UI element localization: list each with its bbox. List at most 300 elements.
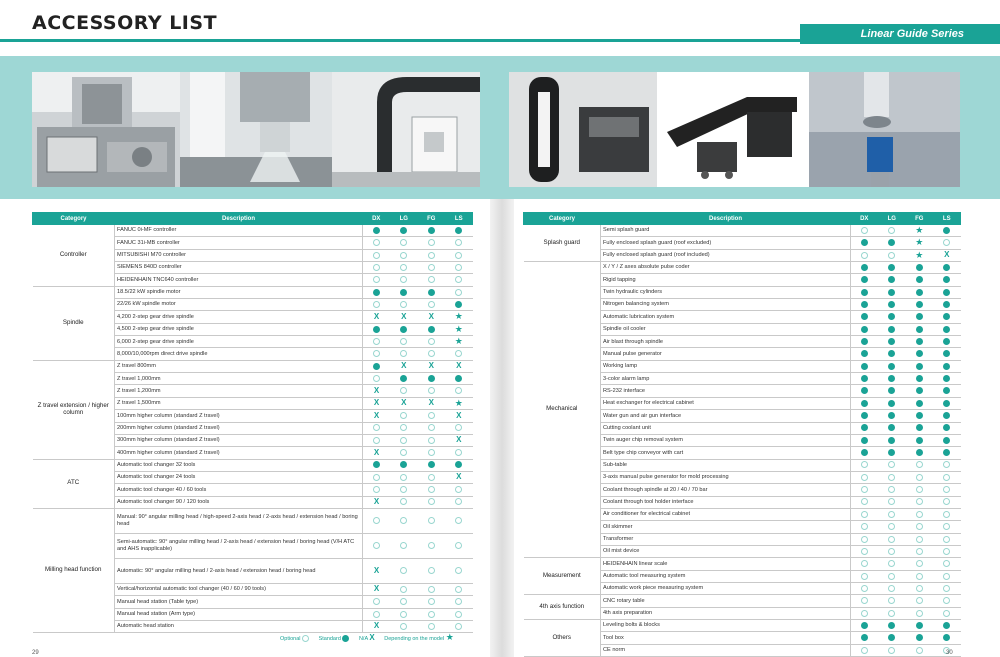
optional-circle-icon	[455, 586, 462, 593]
symbol-cell	[390, 410, 418, 422]
symbol-cell	[906, 336, 934, 348]
description-cell: Rigid tapping	[601, 274, 851, 286]
table-row	[524, 558, 961, 570]
depending-star-icon: ★	[454, 323, 463, 334]
standard-dot-icon	[943, 437, 950, 444]
symbol-cell	[363, 608, 391, 620]
optional-circle-icon	[373, 437, 380, 444]
category-cell: Milling head function	[33, 508, 115, 632]
symbol-cell	[933, 570, 961, 582]
symbol-cell	[933, 595, 961, 607]
standard-dot-icon	[943, 375, 950, 382]
symbol-cell	[390, 397, 418, 409]
optional-circle-icon	[861, 486, 868, 493]
optional-circle-icon	[400, 252, 407, 259]
symbol-cell	[906, 410, 934, 422]
standard-dot-icon	[943, 387, 950, 394]
symbol-cell	[933, 434, 961, 446]
description-cell: RS-232 interface	[601, 385, 851, 397]
optional-circle-icon	[373, 375, 380, 382]
symbol-cell	[906, 607, 934, 619]
table-row	[33, 286, 473, 298]
symbol-cell	[390, 299, 418, 311]
standard-dot-icon	[916, 387, 923, 394]
symbol-cell	[390, 262, 418, 274]
optional-circle-icon	[861, 647, 868, 654]
header-lg: LG	[878, 213, 906, 225]
table-row	[33, 508, 473, 533]
symbol-cell	[933, 508, 961, 520]
symbol-cell	[418, 533, 446, 558]
symbol-cell	[906, 582, 934, 594]
optional-circle-icon	[428, 474, 435, 481]
optional-circle-icon	[400, 567, 407, 574]
optional-circle-icon	[916, 486, 923, 493]
symbol-cell	[445, 596, 473, 608]
standard-dot-icon	[455, 227, 462, 234]
symbol-cell	[906, 385, 934, 397]
symbol-cell	[390, 459, 418, 471]
description-cell: Coolant through spindle at 20 / 40 / 70 bar	[601, 484, 851, 496]
standard-dot-icon	[943, 313, 950, 320]
description-cell: Twin auger chip removal system	[601, 434, 851, 446]
symbol-cell	[933, 397, 961, 409]
optional-circle-icon	[916, 585, 923, 592]
symbol-cell	[851, 459, 879, 471]
symbol-cell	[418, 496, 446, 508]
optional-circle-icon	[943, 548, 950, 555]
symbol-cell	[363, 459, 391, 471]
optional-circle-icon	[916, 523, 923, 530]
symbol-cell	[906, 434, 934, 446]
standard-dot-icon	[888, 363, 895, 370]
optional-circle-icon	[400, 623, 407, 630]
symbol-cell	[445, 471, 473, 483]
symbol-cell	[363, 286, 391, 298]
standard-dot-icon	[861, 412, 868, 419]
symbol-cell	[851, 336, 879, 348]
standard-dot-icon	[861, 363, 868, 370]
na-cross-icon: X	[401, 311, 407, 321]
optional-circle-icon	[400, 437, 407, 444]
optional-circle-icon	[373, 276, 380, 283]
symbol-cell	[445, 311, 473, 323]
symbol-cell	[418, 225, 446, 237]
standard-dot-icon	[888, 412, 895, 419]
optional-circle-icon	[916, 474, 923, 481]
symbol-cell	[851, 521, 879, 533]
symbol-cell	[418, 262, 446, 274]
symbol-cell	[363, 225, 391, 237]
symbol-cell	[363, 336, 391, 348]
symbol-cell	[445, 484, 473, 496]
optional-circle-icon	[428, 449, 435, 456]
symbol-cell	[851, 447, 879, 459]
optional-circle-icon	[888, 486, 895, 493]
standard-dot-icon	[861, 276, 868, 283]
legend-na-label: N/A	[358, 636, 368, 642]
description-cell: 18.5/22 kW spindle motor	[115, 286, 363, 298]
symbol-cell	[418, 299, 446, 311]
symbol-cell	[878, 237, 906, 249]
description-cell: Water gun and air gun interface	[601, 410, 851, 422]
na-cross-icon: X	[373, 584, 380, 594]
standard-dot-icon	[861, 289, 868, 296]
symbol-cell	[851, 533, 879, 545]
symbol-cell	[878, 582, 906, 594]
symbol-cell	[390, 596, 418, 608]
optional-circle-icon	[373, 486, 380, 493]
optional-circle-icon	[428, 387, 435, 394]
optional-circle-icon	[400, 542, 407, 549]
optional-circle-icon	[861, 560, 868, 567]
symbol-cell	[363, 620, 391, 632]
photo-cable-chain	[332, 72, 480, 187]
optional-circle-icon	[400, 474, 407, 481]
symbol-cell	[878, 311, 906, 323]
standard-dot-icon	[943, 276, 950, 283]
page-number-left: 29	[32, 650, 39, 656]
symbol-cell	[363, 508, 391, 533]
description-cell: 4,500 2-step gear drive spindle	[115, 323, 363, 335]
symbol-cell	[418, 373, 446, 385]
optional-circle-icon	[888, 573, 895, 580]
symbol-cell	[906, 299, 934, 311]
symbol-cell	[851, 508, 879, 520]
standard-dot-icon	[943, 424, 950, 431]
symbol-cell	[445, 286, 473, 298]
standard-dot-icon	[861, 338, 868, 345]
optional-circle-icon	[455, 264, 462, 271]
optional-circle-icon	[861, 498, 868, 505]
description-cell: Oil mist device	[601, 545, 851, 557]
optional-circle-icon	[916, 536, 923, 543]
standard-dot-icon	[861, 301, 868, 308]
category-cell: ATC	[33, 459, 115, 508]
symbol-cell	[851, 558, 879, 570]
optional-circle-icon	[373, 542, 380, 549]
symbol-cell	[851, 607, 879, 619]
standard-dot-icon	[455, 375, 462, 382]
na-cross-icon: X	[401, 361, 407, 371]
optional-circle-icon	[428, 424, 435, 431]
symbol-cell	[878, 249, 906, 261]
optional-circle-icon	[455, 350, 462, 357]
symbol-cell	[851, 422, 879, 434]
symbol-cell	[851, 249, 879, 261]
standard-dot-icon	[400, 326, 407, 333]
standard-dot-icon	[943, 350, 950, 357]
symbol-cell	[851, 262, 879, 274]
standard-dot-icon	[888, 239, 895, 246]
optional-circle-icon	[861, 536, 868, 543]
optional-circle-icon	[861, 585, 868, 592]
symbol-cell	[390, 434, 418, 446]
symbol-cell	[878, 385, 906, 397]
page-gutter	[490, 199, 514, 657]
optional-circle-icon	[861, 523, 868, 530]
symbol-cell	[445, 336, 473, 348]
standard-dot-icon	[943, 622, 950, 629]
symbol-cell	[878, 570, 906, 582]
standard-dot-icon	[888, 350, 895, 357]
na-cross-icon: X	[373, 621, 380, 631]
description-cell: Manual pulse generator	[601, 348, 851, 360]
standard-dot-icon	[861, 634, 868, 641]
optional-circle-icon	[861, 461, 868, 468]
symbol-cell	[418, 323, 446, 335]
description-cell: Belt type chip conveyor with cart	[601, 447, 851, 459]
symbol-cell	[445, 496, 473, 508]
symbol-cell	[851, 385, 879, 397]
standard-dot-icon	[428, 227, 435, 234]
symbol-cell	[445, 558, 473, 583]
header-category: Category	[524, 213, 601, 225]
na-cross-icon: X	[428, 398, 434, 408]
standard-dot-icon	[861, 437, 868, 444]
symbol-cell	[418, 422, 446, 434]
symbol-cell	[851, 595, 879, 607]
symbol-cell	[933, 262, 961, 274]
symbol-cell	[363, 311, 391, 323]
description-cell: Z travel 1,200mm	[115, 385, 363, 397]
optional-circle-icon	[373, 611, 380, 618]
optional-circle-icon	[916, 610, 923, 617]
symbol-cell	[363, 558, 391, 583]
optional-circle-icon	[943, 461, 950, 468]
table-row	[524, 262, 961, 274]
symbol-cell	[906, 459, 934, 471]
optional-circle-icon	[428, 412, 435, 419]
symbol-cell	[906, 570, 934, 582]
symbol-cell	[906, 348, 934, 360]
symbol-cell	[878, 397, 906, 409]
page-title: ACCESSORY LIST	[32, 12, 218, 34]
symbol-cell	[851, 471, 879, 483]
symbol-cell	[851, 299, 879, 311]
optional-circle-icon	[400, 586, 407, 593]
symbol-cell	[363, 596, 391, 608]
standard-dot-icon	[861, 449, 868, 456]
optional-circle-icon	[400, 264, 407, 271]
symbol-cell	[933, 545, 961, 557]
description-cell: Manual: 90° angular milling head / high-speed 2-axis head / 2-axis head / extension head / boring head	[115, 508, 363, 533]
standard-dot-icon	[916, 363, 923, 370]
description-cell: Tool box	[601, 632, 851, 644]
optional-circle-icon	[400, 350, 407, 357]
header-dx: DX	[363, 213, 391, 225]
optional-circle-icon	[455, 289, 462, 296]
symbol-cell	[906, 323, 934, 335]
optional-circle-icon	[400, 412, 407, 419]
symbol-cell	[390, 447, 418, 459]
optional-circle-icon	[400, 276, 407, 283]
optional-circle-icon	[428, 586, 435, 593]
optional-circle-icon	[400, 449, 407, 456]
photo-milling-head	[180, 72, 332, 187]
optional-circle-icon	[428, 239, 435, 246]
symbol-cell	[933, 237, 961, 249]
standard-dot-icon	[400, 227, 407, 234]
symbol-cell	[851, 237, 879, 249]
optional-circle-icon	[428, 301, 435, 308]
symbol-cell	[933, 373, 961, 385]
symbol-cell	[418, 558, 446, 583]
description-cell: Automatic tool measuring system	[601, 570, 851, 582]
symbol-cell	[390, 323, 418, 335]
table-row	[33, 225, 473, 237]
symbol-cell	[878, 360, 906, 372]
symbol-cell	[390, 608, 418, 620]
symbol-cell	[418, 583, 446, 595]
description-cell: 300mm higher column (standard Z travel)	[115, 434, 363, 446]
symbol-cell	[851, 434, 879, 446]
symbol-cell	[418, 249, 446, 261]
symbol-cell	[878, 471, 906, 483]
na-cross-icon: X	[373, 398, 380, 408]
na-cross-icon: X	[456, 472, 462, 482]
symbol-cell	[933, 422, 961, 434]
standard-dot-icon	[861, 622, 868, 629]
symbol-cell	[933, 459, 961, 471]
category-cell: Z travel extension / higher column	[33, 360, 115, 459]
symbol-cell	[878, 422, 906, 434]
symbol-cell	[933, 447, 961, 459]
category-cell: Controller	[33, 225, 115, 287]
standard-dot-icon	[916, 437, 923, 444]
table-row	[524, 225, 961, 237]
description-cell: Oil skimmer	[601, 521, 851, 533]
optional-circle-icon	[455, 486, 462, 493]
symbol-cell	[878, 508, 906, 520]
symbol-cell	[933, 274, 961, 286]
optional-circle-icon	[455, 387, 462, 394]
optional-circle-icon	[888, 610, 895, 617]
symbol-cell	[878, 299, 906, 311]
table-row	[33, 360, 473, 372]
symbol-cell	[933, 620, 961, 632]
symbol-cell	[906, 311, 934, 323]
symbol-cell	[363, 434, 391, 446]
symbol-cell	[390, 336, 418, 348]
optional-circle-icon	[888, 560, 895, 567]
symbol-cell	[878, 434, 906, 446]
description-cell: Automatic lubrication system	[601, 311, 851, 323]
symbol-cell	[390, 558, 418, 583]
symbol-cell	[418, 508, 446, 533]
optional-circle-icon	[373, 424, 380, 431]
optional-circle-icon	[373, 301, 380, 308]
right-accessory-table	[523, 212, 961, 657]
symbol-cell	[418, 311, 446, 323]
symbol-cell	[878, 323, 906, 335]
symbol-cell	[878, 533, 906, 545]
symbol-cell	[390, 373, 418, 385]
optional-circle-icon	[428, 264, 435, 271]
symbol-cell	[906, 484, 934, 496]
left-accessory-table	[32, 212, 473, 633]
na-cross-icon: X	[401, 398, 407, 408]
symbol-cell	[390, 484, 418, 496]
optional-circle-icon	[943, 573, 950, 580]
description-cell: Cutting coolant unit	[601, 422, 851, 434]
symbol-cell	[878, 558, 906, 570]
header-dx: DX	[851, 213, 879, 225]
symbol-cell	[906, 249, 934, 261]
optional-circle-icon	[888, 461, 895, 468]
symbol-cell	[878, 348, 906, 360]
symbol-cell	[851, 286, 879, 298]
symbol-cell	[445, 299, 473, 311]
optional-circle-icon	[943, 511, 950, 518]
symbol-cell	[390, 237, 418, 249]
symbol-cell	[933, 484, 961, 496]
standard-dot-icon	[916, 350, 923, 357]
symbol-cell	[933, 607, 961, 619]
optional-circle-icon	[400, 598, 407, 605]
symbol-cell	[418, 336, 446, 348]
symbol-cell	[418, 471, 446, 483]
optional-circle-icon	[916, 498, 923, 505]
standard-dot-icon	[861, 400, 868, 407]
description-cell: Spindle oil cooler	[601, 323, 851, 335]
symbol-cell	[906, 471, 934, 483]
optional-circle-icon	[916, 461, 923, 468]
standard-dot-icon	[943, 400, 950, 407]
optional-circle-icon	[888, 548, 895, 555]
standard-dot-icon	[916, 449, 923, 456]
na-cross-icon: X	[456, 435, 462, 445]
symbol-cell	[445, 249, 473, 261]
symbol-cell	[390, 225, 418, 237]
standard-dot-icon	[888, 289, 895, 296]
standard-dot-icon	[888, 276, 895, 283]
description-cell: Fully enclosed splash guard (roof included)	[601, 249, 851, 261]
na-cross-icon: X	[428, 361, 434, 371]
symbol-cell	[418, 237, 446, 249]
standard-dot-icon	[916, 326, 923, 333]
standard-dot-icon	[888, 338, 895, 345]
optional-circle-icon	[861, 548, 868, 555]
optional-circle-icon	[428, 517, 435, 524]
optional-circle-icon	[888, 523, 895, 530]
standard-dot-icon	[861, 424, 868, 431]
description-cell: Air blast through spindle	[601, 336, 851, 348]
standard-dot-icon	[400, 289, 407, 296]
legend-depending-label: Depending on the model	[384, 636, 445, 642]
symbol-cell	[878, 521, 906, 533]
symbol-cell	[363, 262, 391, 274]
optional-circle-icon	[455, 567, 462, 574]
standard-dot-icon	[888, 326, 895, 333]
description-cell: Transformer	[601, 533, 851, 545]
symbol-cell	[878, 595, 906, 607]
symbol-cell	[906, 373, 934, 385]
description-cell: Manual head station (Table type)	[115, 596, 363, 608]
depending-star-icon: ★	[454, 311, 463, 322]
symbol-cell	[363, 422, 391, 434]
symbol-cell	[390, 348, 418, 360]
na-cross-icon: X	[456, 410, 462, 420]
standard-dot-icon	[888, 400, 895, 407]
standard-dot-icon	[861, 239, 868, 246]
optional-circle-icon	[373, 517, 380, 524]
symbol-cell	[363, 410, 391, 422]
series-tab: Linear Guide Series	[800, 24, 1000, 44]
optional-circle-icon	[428, 350, 435, 357]
symbol-cell	[363, 496, 391, 508]
optional-circle-icon	[455, 239, 462, 246]
